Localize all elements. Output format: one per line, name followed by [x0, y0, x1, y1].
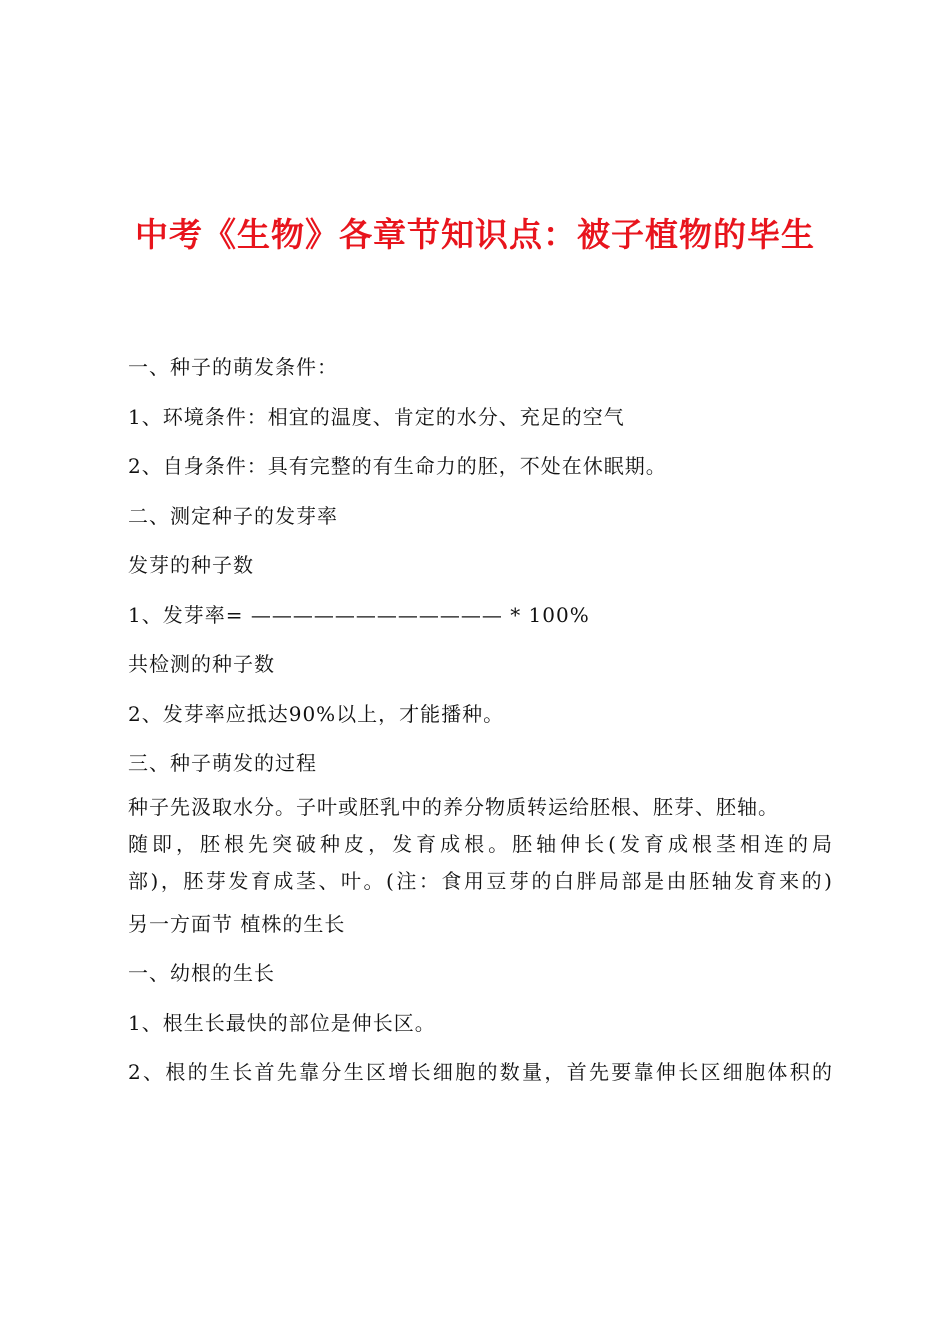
formula-denominator: 共检测的种子数 — [128, 652, 275, 676]
section-heading: 另一方面节 植株的生长 — [128, 911, 346, 936]
text-line: 1、环境条件：相宜的温度、肯定的水分、充足的空气 — [128, 404, 625, 429]
section-heading: 一、幼根的生长 — [128, 961, 275, 985]
text-line: 部)，胚芽发育成茎、叶。(注：食用豆芽的白胖局部是由胚轴发育来的) — [128, 868, 833, 893]
text-line: 2、发芽率应抵达90%以上，才能播种。 — [128, 701, 505, 726]
text-line: 1、根生长最快的部位是伸长区。 — [128, 1010, 436, 1035]
section-heading: 二、测定种子的发芽率 — [128, 503, 338, 528]
formula-line: 1、发芽率= ———————————— * 100% — [128, 602, 590, 627]
text-line: 2、根的生长首先靠分生区增长细胞的数量，首先要靠伸长区细胞体积的 — [128, 1060, 833, 1084]
formula-numerator: 发芽的种子数 — [128, 553, 254, 577]
section-heading: 三、种子萌发的过程 — [128, 751, 317, 775]
section-heading: 一、种子的萌发条件： — [128, 355, 338, 379]
text-line: 随即，胚根先突破种皮，发育成根。胚轴伸长(发育成根茎相连的局 — [128, 831, 833, 856]
document-body — [128, 343, 833, 1098]
document-title: 中考《生物》各章节知识点：被子植物的毕生 — [135, 215, 815, 254]
text-line: 2、自身条件：具有完整的有生命力的胚，不处在休眠期。 — [128, 454, 667, 478]
text-line: 种子先汲取水分。子叶或胚乳中的养分物质转运给胚根、胚芽、胚轴。 — [128, 794, 779, 819]
